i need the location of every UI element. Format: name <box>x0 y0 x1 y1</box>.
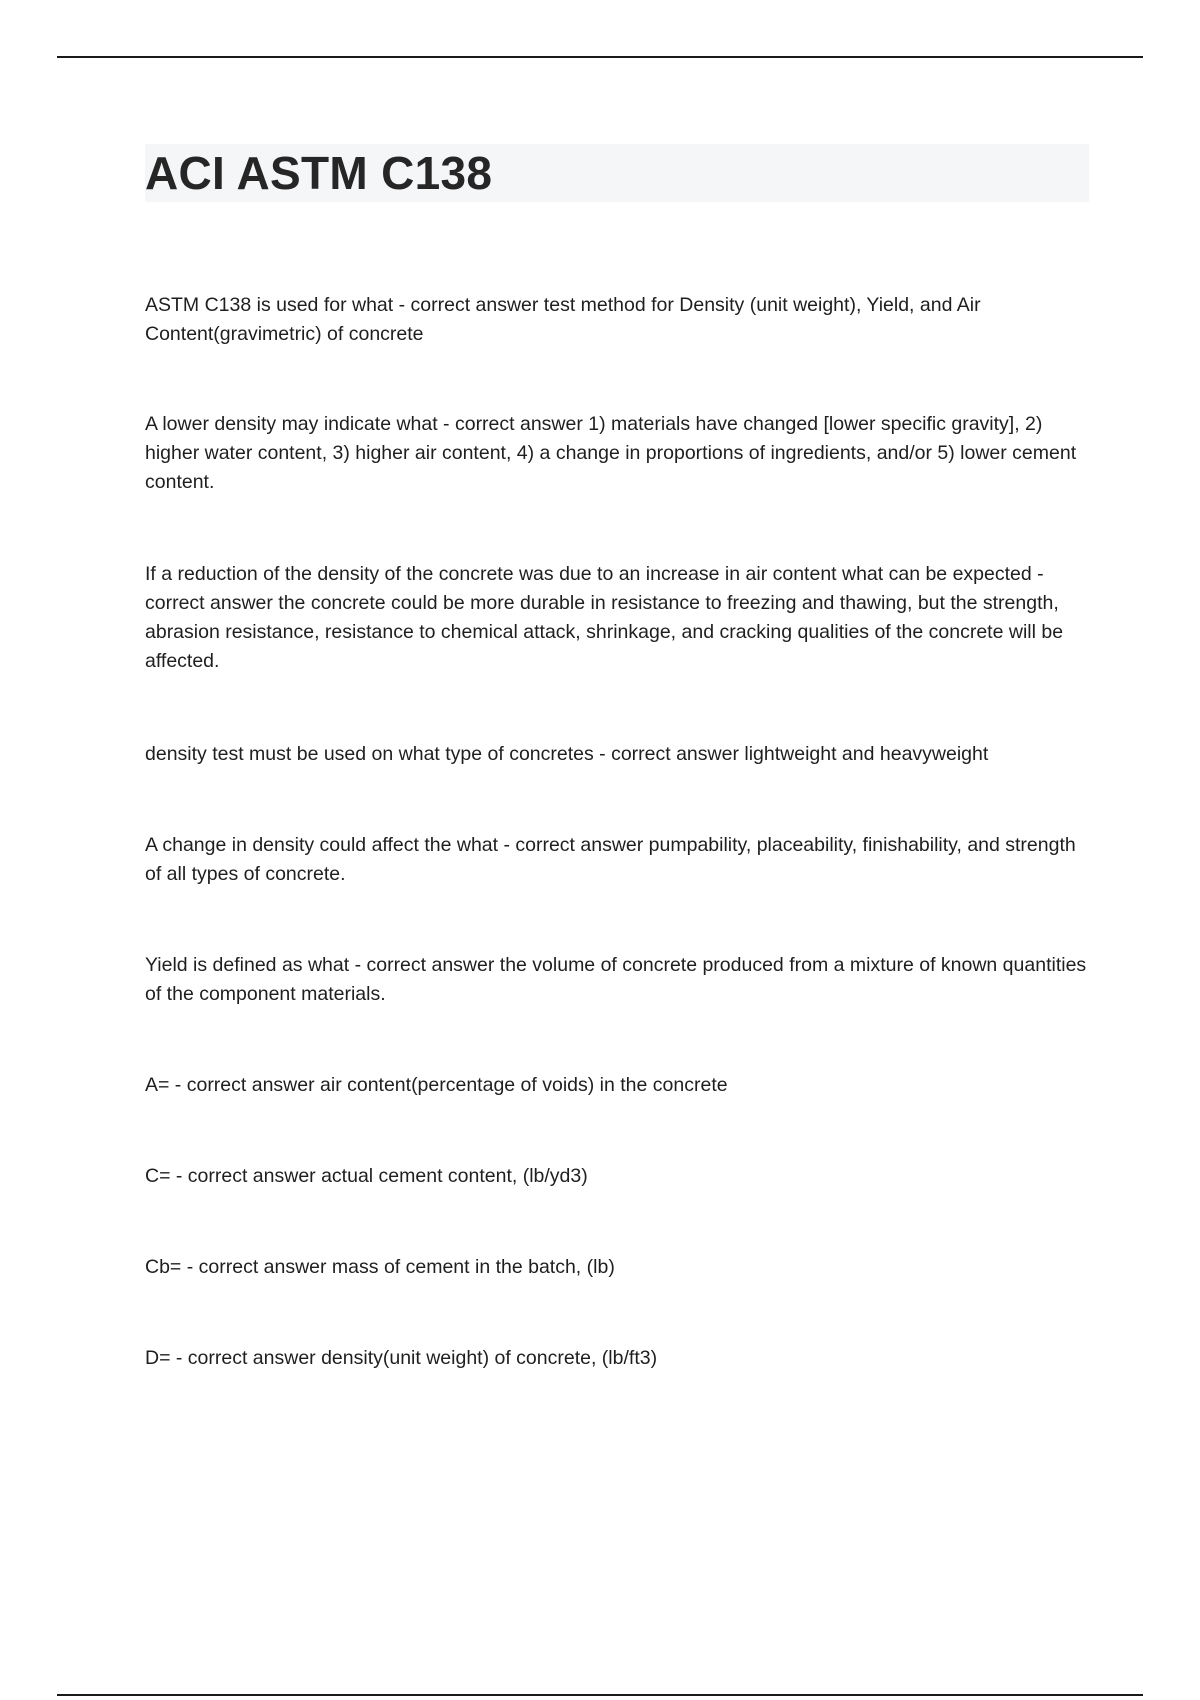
qa-entry-6: Yield is defined as what - correct answer the volume of concrete produced from a mixture of known quantities of the component materials. <box>145 954 1087 1005</box>
qa-entry-4: density test must be used on what type of concretes - correct answer lightweight and heavyweight <box>145 743 989 765</box>
bottom-rule <box>57 1694 1143 1696</box>
page-title: ACI ASTM C138 <box>145 147 493 199</box>
qa-entry-1: ASTM C138 is used for what - correct answer test method for Density (unit weight), Yield, and Air Content(gravimetric) of concrete <box>145 294 981 345</box>
top-rule <box>57 56 1143 58</box>
qa-entry-3: If a reduction of the density of the concrete was due to an increase in air content what can be expected - correct answer the concrete could be more durable in resistance to freezing and thawing, but the strength, abrasion resistance, resistance to chemical attack, shrinkage, and cracking qualities of the concrete will be affected. <box>145 563 1064 672</box>
qa-entry-8: C= - correct answer actual cement content, (lb/yd3) <box>145 1165 588 1187</box>
qa-entry-5: A change in density could affect the what - correct answer pumpability, placeability, finishability, and strength of all types of concrete. <box>145 834 1076 885</box>
qa-entry-9: Cb= - correct answer mass of cement in the batch, (lb) <box>145 1256 615 1278</box>
qa-entry-7: A= - correct answer air content(percentage of voids) in the concrete <box>145 1074 728 1096</box>
qa-entry-10: D= - correct answer density(unit weight) of concrete, (lb/ft3) <box>145 1347 658 1369</box>
qa-entry-2: A lower density may indicate what - correct answer 1) materials have changed [lower specific gravity], 2) higher water content, 3) higher air content, 4) a change in proportions of ingredients, and/or 5) lower cement content. <box>145 413 1077 493</box>
